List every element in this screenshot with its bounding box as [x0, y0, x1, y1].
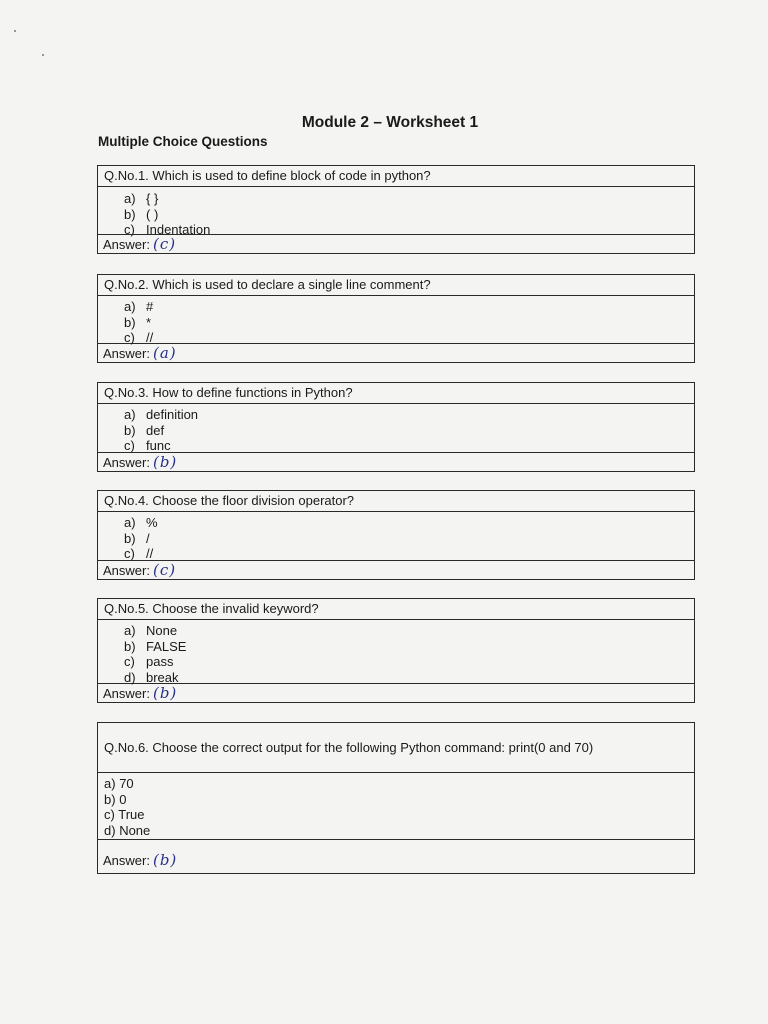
- option-text: func: [146, 438, 171, 453]
- option-text: //: [146, 546, 154, 561]
- option-item: [124, 546, 694, 562]
- question-box-3: [97, 382, 695, 472]
- option-item: [98, 807, 694, 823]
- option-text: //: [146, 330, 154, 345]
- option-letter: b): [124, 422, 136, 438]
- answer-label: Answer:: [103, 686, 150, 701]
- option-text: FALSE: [146, 638, 187, 654]
- option-letter: b): [124, 314, 136, 330]
- handwritten-answer: (c): [152, 561, 177, 579]
- option-letter: b): [124, 530, 136, 546]
- option-item: [124, 654, 694, 670]
- option-item: [98, 776, 694, 792]
- options-list: [98, 620, 694, 684]
- option-letter: b): [124, 638, 136, 654]
- options-list: [98, 296, 694, 344]
- option-text: #: [146, 299, 154, 314]
- options-list: [98, 404, 694, 453]
- handwritten-answer: (a): [152, 344, 177, 362]
- option-item: [124, 207, 694, 223]
- option-item: [124, 639, 694, 655]
- options-list: [98, 512, 694, 561]
- option-item: [124, 299, 694, 315]
- answer-label: Answer:: [103, 563, 150, 578]
- option-letter: c): [124, 438, 135, 453]
- answer-row: [98, 235, 694, 253]
- option-item: [124, 423, 694, 439]
- option-item: [124, 330, 694, 346]
- options-list: [98, 773, 694, 840]
- answer-label: Answer:: [103, 455, 150, 470]
- option-letter: a): [104, 776, 116, 791]
- option-text: { }: [146, 191, 159, 206]
- question-text: Q.No.4. Choose the floor division operator?: [98, 491, 694, 512]
- scan-speck: [42, 54, 44, 56]
- option-letter: b): [124, 206, 136, 222]
- handwritten-answer: (c): [152, 235, 177, 253]
- option-letter: a): [124, 623, 136, 638]
- option-letter: a): [124, 299, 136, 314]
- page-title: Module 2 – Worksheet 1: [301, 114, 479, 131]
- question-box-2: [97, 274, 695, 363]
- option-text: %: [146, 515, 158, 530]
- option-item: [98, 792, 694, 808]
- option-letter: a): [124, 191, 136, 206]
- option-letter: b): [104, 791, 116, 807]
- answer-row: [98, 344, 694, 362]
- option-text: definition: [146, 407, 199, 422]
- question-box-1: [97, 165, 695, 254]
- scan-speck: [14, 30, 16, 32]
- answer-row: [98, 684, 694, 702]
- option-item: [124, 531, 694, 547]
- option-item: [124, 191, 694, 207]
- answer-label: Answer:: [103, 237, 150, 252]
- option-letter: c): [124, 222, 135, 237]
- section-title: Multiple Choice Questions: [98, 134, 268, 149]
- option-text: None: [146, 623, 178, 638]
- handwritten-answer: (b): [152, 684, 178, 702]
- options-list: [98, 187, 694, 235]
- option-text: *: [146, 314, 152, 330]
- option-item: [124, 623, 694, 639]
- option-item: [124, 315, 694, 331]
- answer-row: [98, 561, 694, 579]
- option-text: ( ): [146, 206, 159, 222]
- option-letter: a): [124, 407, 136, 422]
- option-letter: c): [124, 654, 135, 669]
- option-text: True: [118, 807, 145, 822]
- answer-label: Answer:: [103, 346, 150, 361]
- handwritten-answer: (b): [152, 851, 178, 869]
- answer-row: [98, 840, 694, 873]
- option-letter: d): [124, 669, 136, 685]
- question-box-4: [97, 490, 695, 580]
- option-item: [124, 438, 694, 454]
- option-item: [98, 823, 694, 839]
- option-text: 0: [119, 791, 127, 807]
- option-letter: d): [104, 822, 116, 838]
- question-box-6: [97, 722, 695, 874]
- option-text: pass: [146, 654, 174, 669]
- option-text: /: [146, 530, 150, 546]
- question-text: Q.No.5. Choose the invalid keyword?: [98, 599, 694, 620]
- option-letter: c): [124, 330, 135, 345]
- answer-row: [98, 453, 694, 471]
- option-item: [124, 515, 694, 531]
- option-letter: c): [104, 807, 115, 822]
- question-text: Q.No.3. How to define functions in Python?: [98, 383, 694, 404]
- option-text: None: [119, 822, 151, 838]
- option-text: def: [146, 422, 165, 438]
- option-text: 70: [119, 776, 134, 791]
- question-text: Q.No.2. Which is used to declare a single line comment?: [98, 275, 694, 296]
- question-text: Q.No.1. Which is used to define block of code in python?: [98, 166, 694, 187]
- option-item: [124, 407, 694, 423]
- question-text: Q.No.6. Choose the correct output for the following Python command: print(0 and 70): [98, 723, 694, 773]
- question-box-5: [97, 598, 695, 703]
- option-text: Indentation: [146, 222, 211, 237]
- option-letter: a): [124, 515, 136, 530]
- handwritten-answer: (b): [152, 453, 178, 471]
- option-item: [124, 670, 694, 686]
- option-text: break: [146, 669, 179, 685]
- option-item: [124, 222, 694, 238]
- option-letter: c): [124, 546, 135, 561]
- answer-label: Answer:: [103, 853, 150, 868]
